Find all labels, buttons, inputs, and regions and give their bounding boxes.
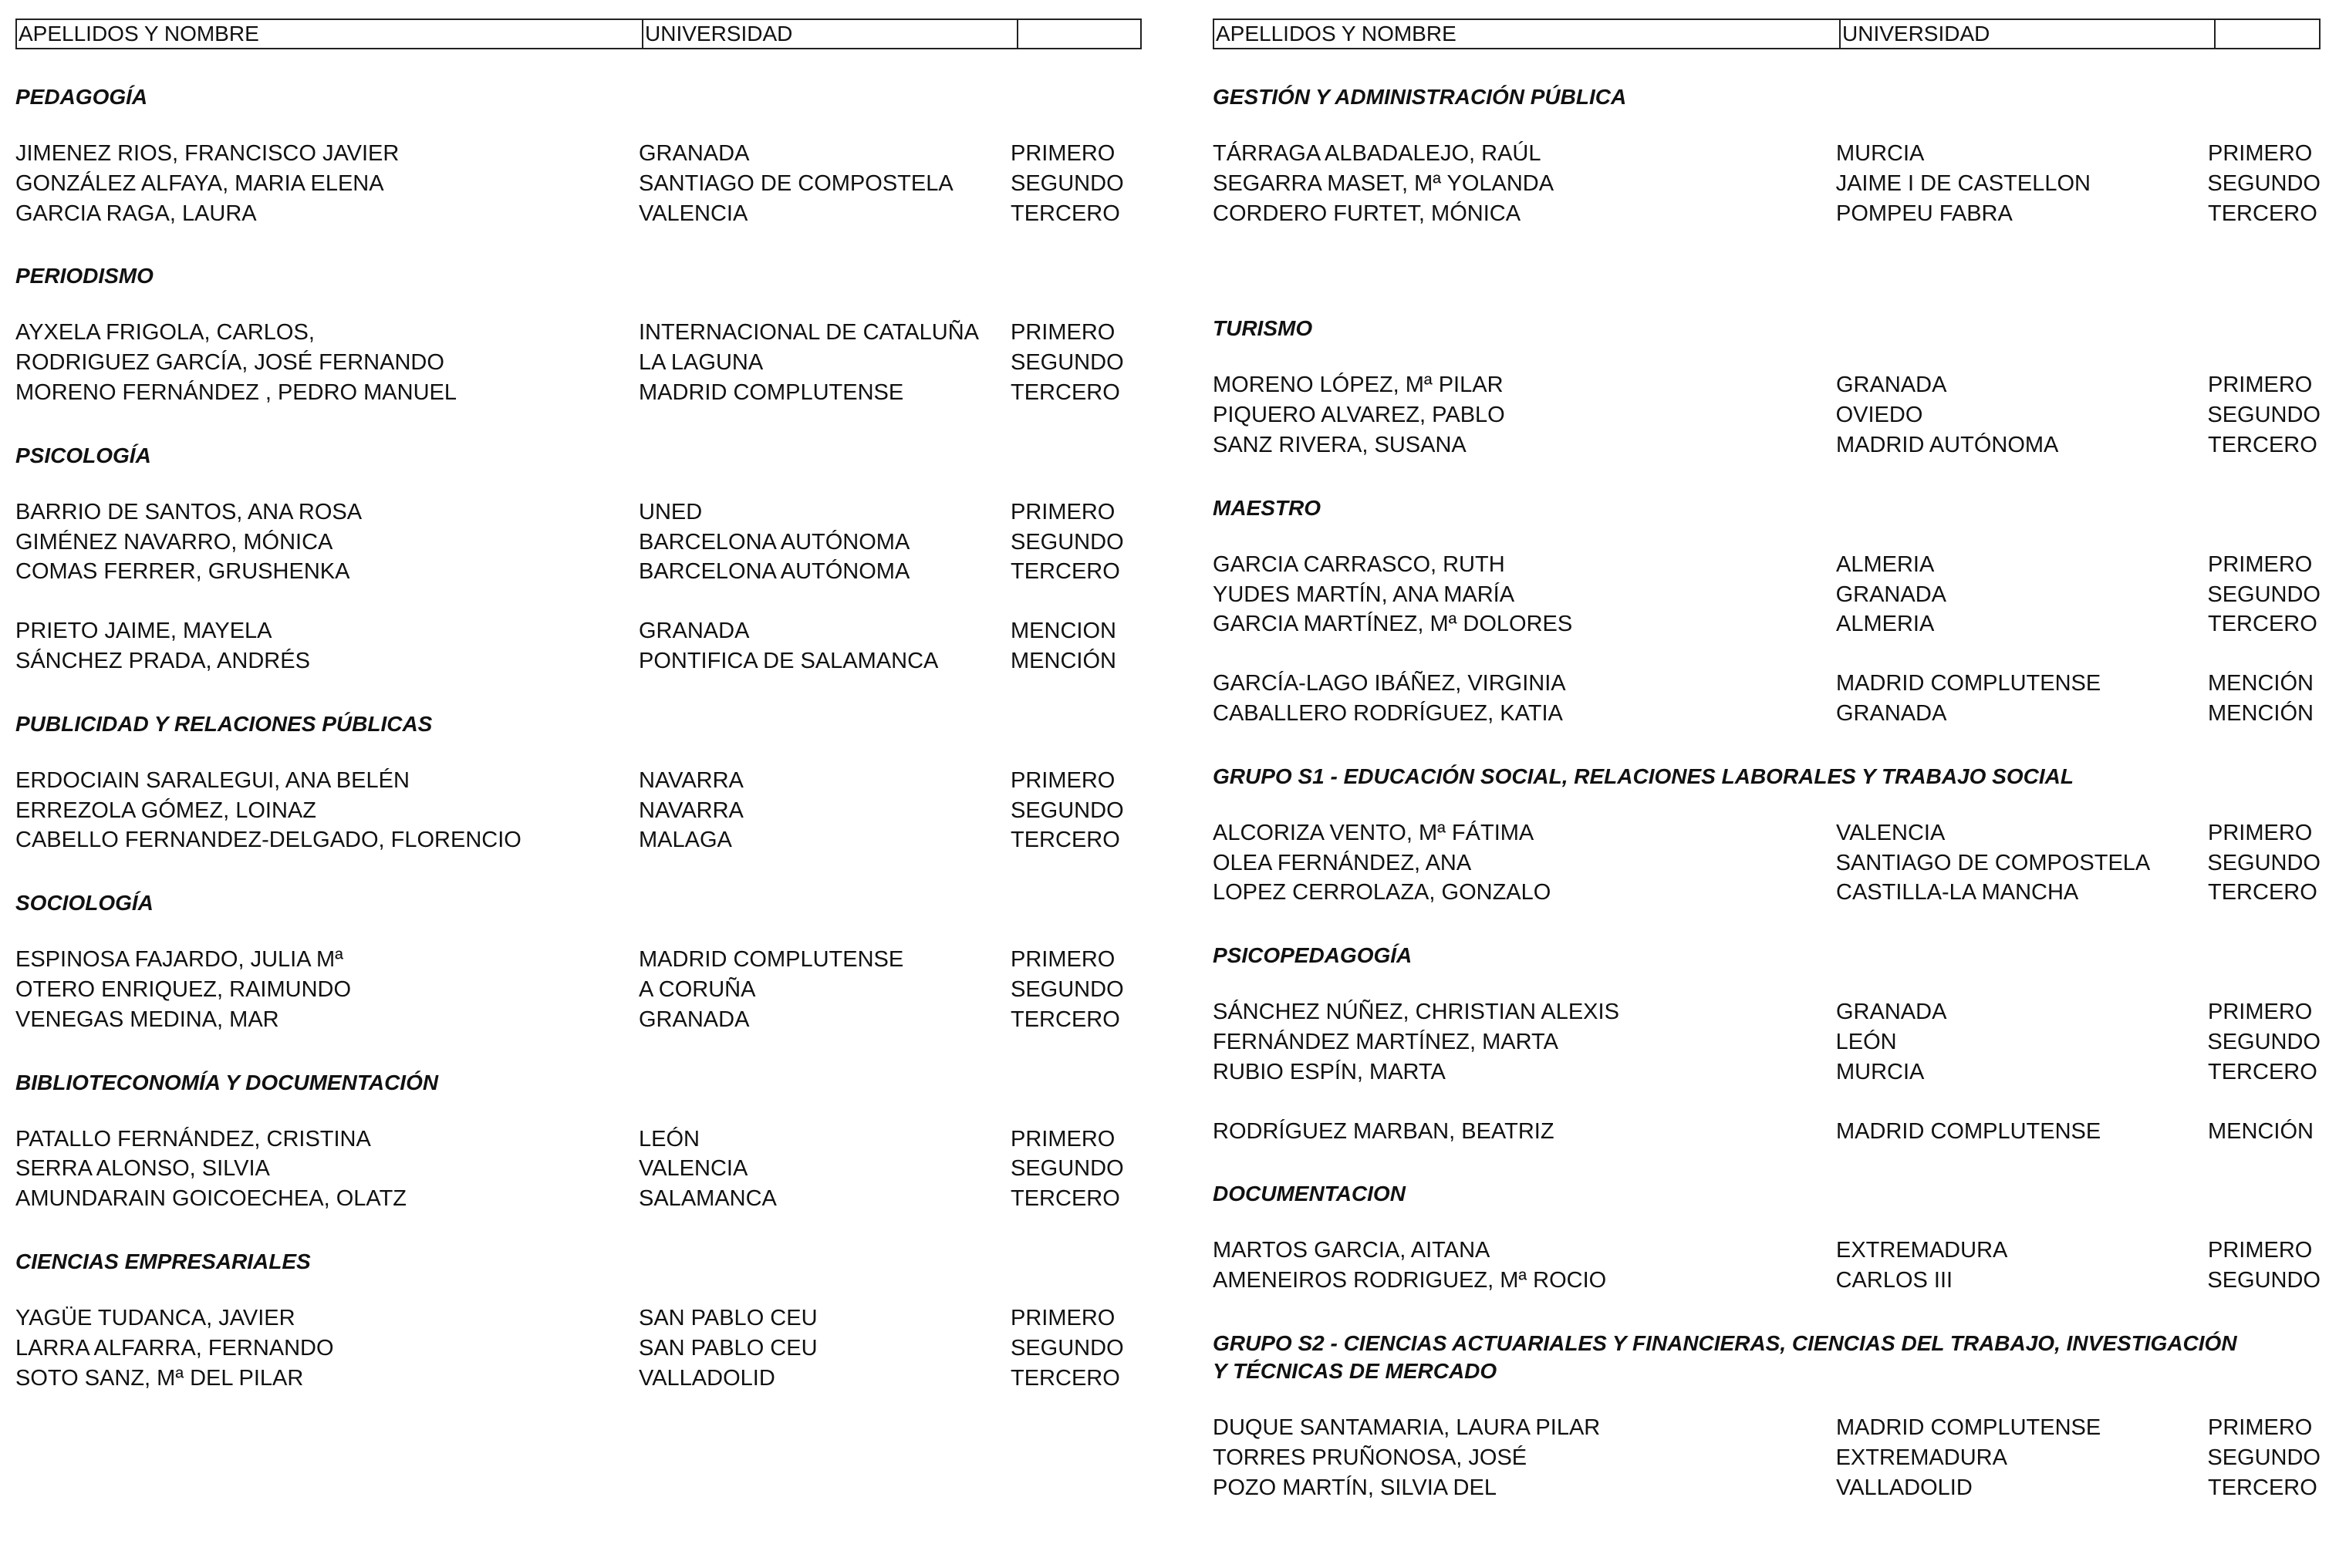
winner-name: AYXELA FRIGOLA, CARLOS, [15, 320, 315, 346]
table-row [1213, 1266, 2321, 1296]
winner-position: SEGUNDO [1011, 350, 1124, 376]
section [1213, 315, 2321, 460]
winner-university: GRANADA [1836, 700, 1947, 726]
winner-position: TERCERO [1011, 828, 1120, 853]
winner-name: AMUNDARAIN GOICOECHEA, OLATZ [15, 1186, 407, 1212]
winner-university: VALLADOLID [1836, 1475, 1973, 1500]
section-title-line: PUBLICIDAD Y RELACIONES PÚBLICAS [15, 711, 433, 736]
winner-name: TORRES PRUÑONOSA, JOSÉ [1213, 1445, 1527, 1470]
winner-position: TERCERO [2208, 1059, 2317, 1084]
winner-university: LEÓN [639, 1126, 700, 1152]
winner-university: POMPEU FABRA [1836, 201, 2013, 226]
table-row [1213, 1057, 2321, 1087]
winner-university: GRANADA [1836, 1000, 1947, 1025]
section-title [15, 83, 1142, 111]
table-row [1213, 550, 2321, 580]
winner-position: TERCERO [2208, 432, 2317, 457]
winner-position: MENCIÓN [2208, 700, 2314, 726]
winner-name: RODRIGUEZ GARCÍA, JOSÉ FERNANDO [15, 350, 444, 376]
winner-position: MENCIÓN [1011, 648, 1116, 673]
winner-name: CABALLERO RODRÍGUEZ, KATIA [1213, 700, 1563, 726]
winner-university: EXTREMADURA [1835, 1445, 2007, 1470]
section-title-line: GESTIÓN Y ADMINISTRACIÓN PÚBLICA [1213, 85, 1627, 109]
winner-university: LEÓN [1835, 1029, 1897, 1054]
winner-position: SEGUNDO [2207, 850, 2321, 875]
section-title [1213, 1180, 2321, 1208]
winner-name: GARCIA CARRASCO, RUTH [1213, 551, 1505, 577]
header-name: APELLIDOS Y NOMBRE [17, 20, 643, 48]
winner-university: GRANADA [639, 141, 750, 166]
section-title [15, 889, 1142, 917]
table-row [15, 139, 1142, 169]
winner-position: SEGUNDO [1011, 1335, 1124, 1361]
section [15, 262, 1142, 407]
winner-name: DUQUE SANTAMARIA, LAURA PILAR [1213, 1415, 1601, 1440]
section-title-line: GRUPO S1 - EDUCACIÓN SOCIAL, RELACIONES LABORALES Y TRABAJO SOCIAL [1213, 764, 2074, 788]
winner-position: PRIMERO [2208, 1238, 2313, 1263]
table-row [15, 348, 1142, 378]
section-title-line: GRUPO S2 - CIENCIAS ACTUARIALES Y FINANCIERAS, CIENCIAS DEL TRABAJO, INVESTIGACIÓN [1213, 1330, 2237, 1355]
winner-university: UNED [639, 499, 703, 524]
winner-position: MENCIÓN [2208, 1118, 2314, 1144]
section-title-line: CIENCIAS EMPRESARIALES [15, 1249, 311, 1273]
winner-position: TERCERO [2208, 880, 2317, 905]
winner-name: AMENEIROS RODRIGUEZ, Mª ROCIO [1213, 1268, 1607, 1293]
winner-position: PRIMERO [1011, 141, 1116, 166]
header-university: UNIVERSIDAD [1841, 20, 2216, 48]
left-sections [15, 49, 1142, 1393]
winner-position: SEGUNDO [2207, 1445, 2321, 1470]
table-row [15, 1125, 1142, 1155]
table-row [15, 825, 1142, 855]
winner-position: PRIMERO [2208, 1415, 2313, 1440]
table-row [1213, 609, 2321, 639]
winner-name: SANZ RIVERA, SUSANA [1213, 432, 1467, 457]
table-row [15, 975, 1142, 1005]
winner-position: TERCERO [1011, 1365, 1120, 1391]
winner-university: CARLOS III [1835, 1268, 1953, 1293]
winner-name: CORDERO FURTET, MÓNICA [1213, 201, 1521, 226]
winner-position: SEGUNDO [2207, 1268, 2321, 1293]
table-row [15, 1184, 1142, 1214]
winner-university: ALMERIA [1836, 612, 1935, 637]
table-row [1213, 1236, 2321, 1266]
winner-name: GARCÍA-LAGO IBÁÑEZ, VIRGINIA [1213, 671, 1566, 696]
table-row [1213, 1027, 2321, 1057]
table-row [1213, 199, 2321, 229]
winner-name: GIMÉNEZ NAVARRO, MÓNICA [15, 529, 333, 555]
winner-university: VALENCIA [1836, 820, 1946, 845]
table-row [15, 169, 1142, 199]
section-title-line: PSICOLOGÍA [15, 443, 151, 467]
table-row [15, 497, 1142, 528]
winner-university: MADRID COMPLUTENSE [1836, 671, 2101, 696]
table-row [1213, 139, 2321, 169]
winner-position: PRIMERO [2208, 1000, 2313, 1025]
table-row [1213, 997, 2321, 1027]
winner-name: ESPINOSA FAJARDO, JULIA Mª [15, 947, 343, 973]
winner-name: GARCIA MARTÍNEZ, Mª DOLORES [1213, 612, 1573, 637]
winner-position: SEGUNDO [2207, 582, 2321, 607]
table-row [15, 1005, 1142, 1035]
winner-name: YUDES MARTÍN, ANA MARÍA [1213, 582, 1515, 607]
section-title [15, 1069, 1142, 1097]
winner-position: PRIMERO [2208, 373, 2313, 398]
section [15, 1248, 1142, 1393]
winner-name: RODRÍGUEZ MARBAN, BEATRIZ [1213, 1118, 1554, 1144]
section-title [15, 1248, 1142, 1276]
header-position [1018, 20, 1140, 48]
winner-name: SOTO SANZ, Mª DEL PILAR [15, 1365, 304, 1391]
section-title-line: Y TÉCNICAS DE MERCADO [1213, 1358, 1497, 1383]
winner-position: TERCERO [1011, 559, 1120, 585]
table-row [1213, 848, 2321, 878]
table-row [1213, 1443, 2321, 1473]
winner-university: MADRID AUTÓNOMA [1836, 432, 2059, 457]
winner-name: OTERO ENRIQUEZ, RAIMUNDO [15, 976, 352, 1002]
table-row [1213, 1473, 2321, 1503]
winner-university: JAIME I DE CASTELLON [1835, 170, 2091, 196]
winner-name: YAGÜE TUDANCA, JAVIER [15, 1305, 295, 1330]
table-row [15, 528, 1142, 558]
winner-university: MURCIA [1836, 1059, 1925, 1084]
winner-name: ERDOCIAIN SARALEGUI, ANA BELÉN [15, 767, 410, 793]
winner-position: MENCION [1011, 619, 1116, 644]
winner-name: GARCIA RAGA, LAURA [15, 201, 257, 226]
section-title [1213, 83, 2321, 111]
winner-position: PRIMERO [2208, 141, 2313, 166]
winner-university: BARCELONA AUTÓNOMA [639, 559, 910, 585]
winner-name: RUBIO ESPÍN, MARTA [1213, 1059, 1446, 1084]
section [15, 889, 1142, 1034]
winner-name: POZO MARTÍN, SILVIA DEL [1213, 1475, 1497, 1500]
winner-position: PRIMERO [2208, 551, 2313, 577]
winner-university: MADRID COMPLUTENSE [1836, 1118, 2101, 1144]
table-row [15, 766, 1142, 796]
winner-university: VALLADOLID [639, 1365, 775, 1391]
winner-university: SALAMANCA [639, 1186, 777, 1212]
table-row [15, 557, 1142, 587]
section [15, 442, 1142, 676]
winner-position: PRIMERO [1011, 1126, 1116, 1152]
winner-position: SEGUNDO [1011, 797, 1124, 823]
table-row [1213, 818, 2321, 848]
section [15, 1069, 1142, 1214]
winner-position: PRIMERO [2208, 820, 2313, 845]
winner-university: VALENCIA [639, 1156, 748, 1182]
table-header [1213, 19, 2321, 49]
table-row [1213, 169, 2321, 199]
winner-university: A CORUÑA [639, 976, 756, 1002]
winner-university: MALAGA [639, 828, 732, 853]
winner-university: MADRID COMPLUTENSE [639, 947, 904, 973]
winner-name: PRIETO JAIME, MAYELA [15, 619, 272, 644]
table-row [15, 646, 1142, 676]
table-row [15, 1154, 1142, 1184]
winner-position: TERCERO [1011, 1007, 1120, 1032]
winner-name: SEGARRA MASET, Mª YOLANDA [1213, 170, 1554, 196]
section-title-line: BIBLIOTECONOMÍA Y DOCUMENTACIÓN [15, 1070, 439, 1094]
winner-position: PRIMERO [1011, 1305, 1116, 1330]
winner-university: OVIEDO [1835, 403, 1923, 428]
section-title [1213, 315, 2321, 342]
section-title [15, 710, 1142, 738]
winner-university: GRANADA [1836, 373, 1947, 398]
winner-position: PRIMERO [1011, 499, 1116, 524]
winner-name: BARRIO DE SANTOS, ANA ROSA [15, 499, 363, 524]
section [1213, 942, 2321, 1146]
winner-position: SEGUNDO [2207, 403, 2321, 428]
table-row [15, 1303, 1142, 1334]
table-row [1213, 699, 2321, 729]
table-row [15, 796, 1142, 826]
table-row [15, 1334, 1142, 1364]
winner-university: NAVARRA [639, 797, 744, 823]
table-row [1213, 878, 2321, 908]
winner-position: TERCERO [1011, 1186, 1120, 1212]
section-title [1213, 494, 2321, 522]
winner-name: LOPEZ CERROLAZA, GONZALO [1213, 880, 1551, 905]
winner-position: SEGUNDO [1011, 976, 1124, 1002]
winner-name: VENEGAS MEDINA, MAR [15, 1007, 279, 1032]
winner-name: JIMENEZ RIOS, FRANCISCO JAVIER [15, 141, 400, 166]
section-title [15, 442, 1142, 470]
table-header [15, 19, 1142, 49]
section [1213, 83, 2321, 228]
winner-position: TERCERO [2208, 1475, 2317, 1500]
winner-position: MENCIÓN [2208, 671, 2314, 696]
winner-name: CABELLO FERNANDEZ-DELGADO, FLORENCIO [15, 828, 521, 853]
winner-name: SÁNCHEZ PRADA, ANDRÉS [15, 648, 310, 673]
winner-name: ERREZOLA GÓMEZ, LOINAZ [15, 797, 316, 823]
winner-university: MADRID COMPLUTENSE [639, 379, 904, 405]
section-title-line: SOCIOLOGÍA [15, 891, 154, 916]
section [1213, 763, 2321, 908]
section-title [1213, 942, 2321, 969]
table-row [1213, 370, 2321, 400]
table-row [1213, 669, 2321, 699]
table-row [15, 318, 1142, 348]
section-title-line: TURISMO [1213, 316, 1313, 341]
winner-university: SAN PABLO CEU [639, 1335, 818, 1361]
section-title-line: DOCUMENTACION [1213, 1182, 1406, 1206]
header-university: UNIVERSIDAD [643, 20, 1018, 48]
winner-university: SANTIAGO DE COMPOSTELA [1835, 850, 2151, 875]
winner-university: PONTIFICA DE SALAMANCA [639, 648, 939, 673]
winner-position: TERCERO [2208, 201, 2317, 226]
winner-name: GONZÁLEZ ALFAYA, MARIA ELENA [15, 170, 384, 196]
winner-university: CASTILLA-LA MANCHA [1836, 880, 2079, 905]
table-row [1213, 1117, 2321, 1147]
winner-name: SERRA ALONSO, SILVIA [15, 1156, 270, 1182]
table-row [15, 199, 1142, 229]
winner-name: LARRA ALFARRA, FERNANDO [15, 1335, 334, 1361]
section [1213, 494, 2321, 729]
winner-name: PATALLO FERNÁNDEZ, CRISTINA [15, 1126, 371, 1152]
winner-name: TÁRRAGA ALBADALEJO, RAÚL [1213, 141, 1541, 166]
header-position [2216, 20, 2319, 48]
winner-name: SÁNCHEZ NÚÑEZ, CHRISTIAN ALEXIS [1213, 1000, 1619, 1025]
table-row [1213, 430, 2321, 460]
winner-university: LA LAGUNA [639, 350, 764, 376]
winner-position: SEGUNDO [1011, 529, 1124, 555]
winner-name: MORENO LÓPEZ, Mª PILAR [1213, 373, 1504, 398]
winner-name: MORENO FERNÁNDEZ , PEDRO MANUEL [15, 379, 457, 405]
table-row [1213, 1413, 2321, 1443]
winner-university: SAN PABLO CEU [639, 1305, 818, 1330]
winner-university: GRANADA [639, 619, 750, 644]
winner-position: PRIMERO [1011, 320, 1116, 346]
winner-position: PRIMERO [1011, 947, 1116, 973]
header-name: APELLIDOS Y NOMBRE [1214, 20, 1841, 48]
table-row [15, 1364, 1142, 1394]
winner-position: TERCERO [1011, 379, 1120, 405]
winner-name: MARTOS GARCIA, AITANA [1213, 1238, 1490, 1263]
winner-position: SEGUNDO [2207, 170, 2321, 196]
winner-university: ALMERIA [1836, 551, 1935, 577]
section [1213, 1330, 2321, 1502]
winner-position: SEGUNDO [1011, 1156, 1124, 1182]
section [1213, 1180, 2321, 1296]
winner-university: GRANADA [1835, 582, 1947, 607]
winner-name: FERNÁNDEZ MARTÍNEZ, MARTA [1213, 1029, 1558, 1054]
section-title-line: PSICOPEDAGOGÍA [1213, 943, 1413, 968]
winner-position: SEGUNDO [1011, 170, 1124, 196]
winner-university: SANTIAGO DE COMPOSTELA [639, 170, 954, 196]
winner-university: NAVARRA [639, 767, 744, 793]
winner-position: SEGUNDO [2207, 1029, 2321, 1054]
section-title-line: PEDAGOGÍA [15, 85, 148, 109]
section [15, 83, 1142, 228]
table-row [15, 945, 1142, 975]
table-row [15, 616, 1142, 646]
winner-university: BARCELONA AUTÓNOMA [639, 529, 910, 555]
winner-university: VALENCIA [639, 201, 748, 226]
winner-university: MURCIA [1836, 141, 1925, 166]
section-title [15, 262, 1142, 290]
winner-name: OLEA FERNÁNDEZ, ANA [1213, 850, 1472, 875]
section-title [1213, 1330, 2321, 1385]
winner-university: GRANADA [639, 1007, 750, 1032]
section-title-line: MAESTRO [1213, 495, 1321, 520]
winner-university: MADRID COMPLUTENSE [1836, 1415, 2101, 1440]
winner-position: PRIMERO [1011, 767, 1116, 793]
winner-position: TERCERO [1011, 201, 1120, 226]
table-row [15, 378, 1142, 408]
winner-name: COMAS FERRER, GRUSHENKA [15, 559, 350, 585]
winner-university: INTERNACIONAL DE CATALUÑA [639, 320, 979, 346]
right-sections [1213, 49, 2321, 1502]
winner-university: EXTREMADURA [1836, 1238, 2008, 1263]
winner-position: TERCERO [2208, 612, 2317, 637]
winner-name: ALCORIZA VENTO, Mª FÁTIMA [1213, 820, 1534, 845]
section [15, 710, 1142, 855]
section-title [1213, 763, 2321, 791]
section-title-line: PERIODISMO [15, 264, 154, 288]
table-row [1213, 400, 2321, 430]
table-row [1213, 580, 2321, 610]
winner-name: PIQUERO ALVAREZ, PABLO [1213, 403, 1505, 428]
